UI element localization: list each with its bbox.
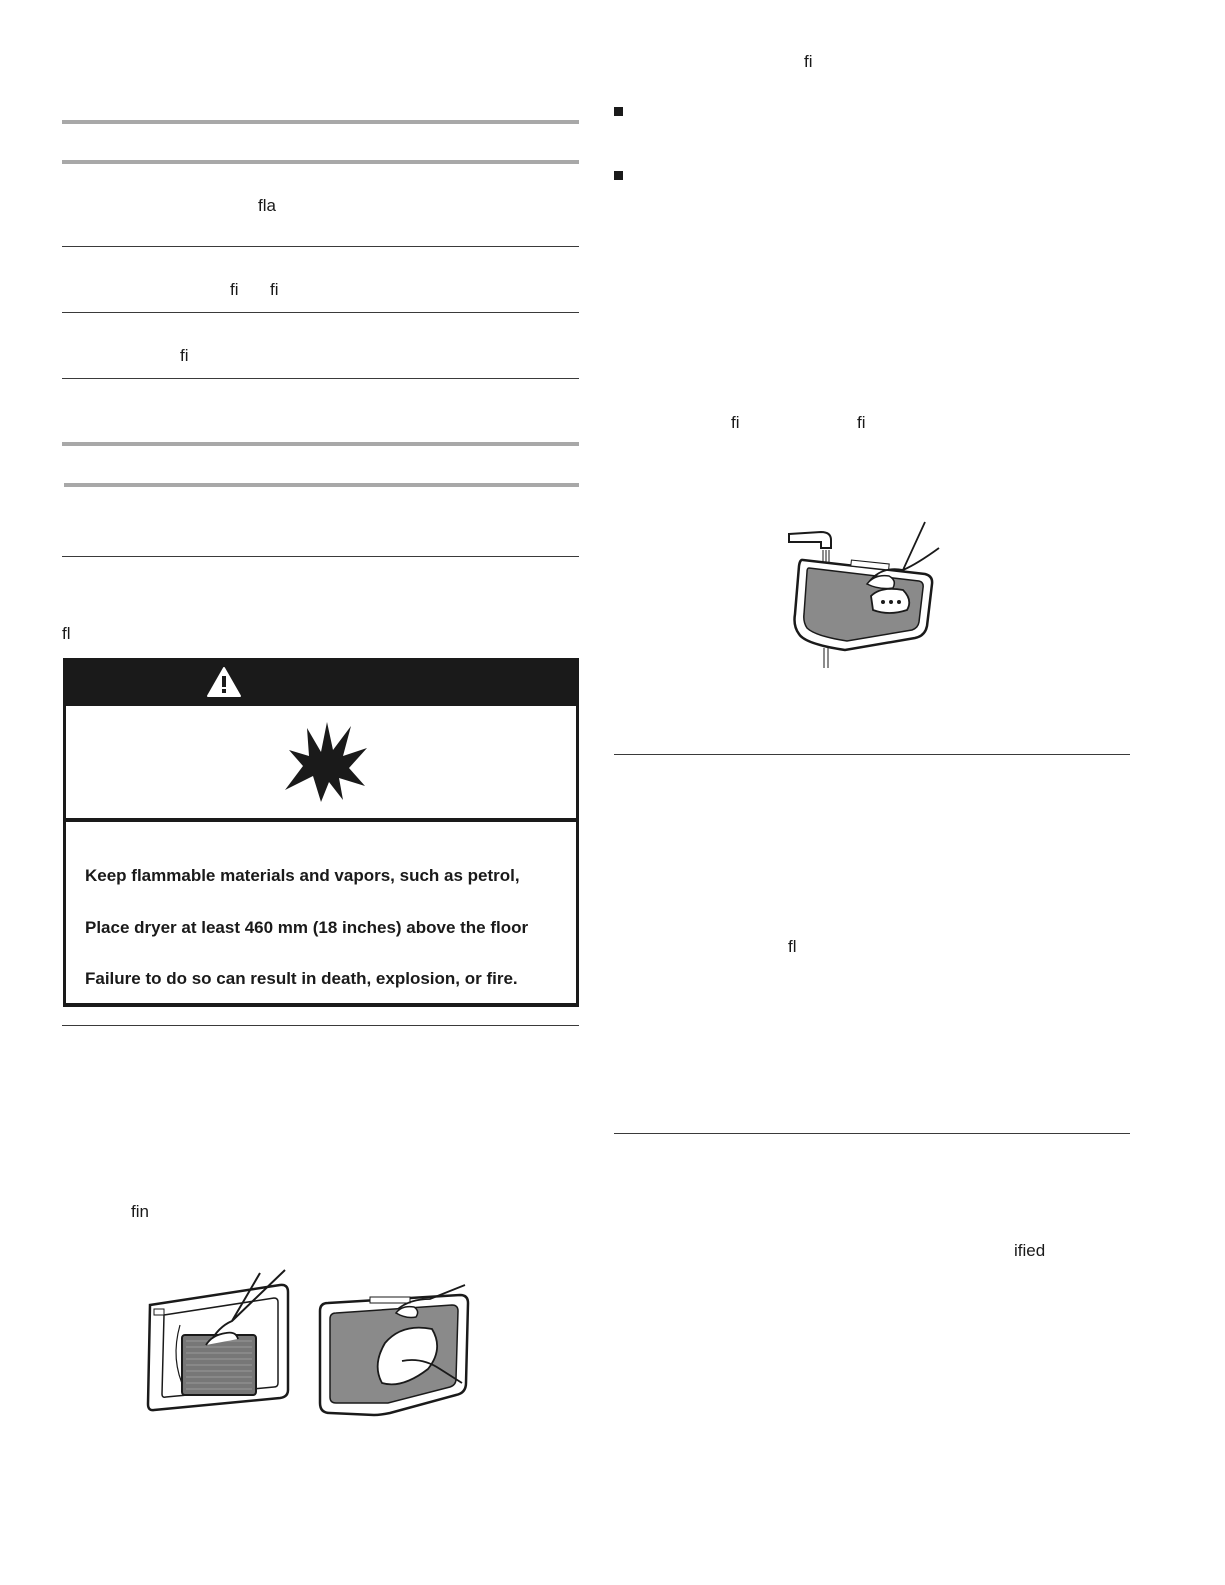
square-bullet-icon	[614, 107, 623, 116]
warning-triangle-icon	[206, 666, 242, 698]
row-divider	[62, 378, 579, 379]
row-divider	[614, 754, 1130, 755]
text-fragment: fi	[230, 280, 239, 299]
row-divider	[62, 1025, 579, 1026]
section-rule	[62, 120, 579, 124]
text-fragment: fin	[131, 1202, 149, 1221]
row-divider	[614, 1133, 1130, 1134]
square-bullet-icon	[614, 171, 623, 180]
text-fragment: fla	[258, 196, 276, 215]
lint-screen-removal-illustration	[140, 1265, 480, 1420]
text-fragment: fi	[731, 413, 740, 432]
section-rule	[64, 483, 579, 487]
warning-line: Failure to do so can result in death, explosion, or fire.	[85, 969, 518, 988]
row-divider	[62, 312, 579, 313]
warning-header	[63, 658, 579, 706]
lint-screen-washing-illustration	[785, 518, 950, 673]
warning-text-panel	[66, 822, 576, 1003]
warning-box	[63, 658, 579, 1007]
warning-symbol-panel	[66, 706, 576, 818]
explosion-icon	[281, 720, 371, 804]
text-fragment: fi	[804, 52, 813, 71]
text-fragment: fl	[788, 937, 797, 956]
row-divider	[62, 246, 579, 247]
warning-line: Keep flammable materials and vapors, such as petrol,	[85, 866, 520, 885]
text-fragment: fi	[270, 280, 279, 299]
row-divider	[62, 556, 579, 557]
text-fragment: fi	[857, 413, 866, 432]
text-fragment: fl	[62, 624, 71, 643]
text-fragment: ified	[1014, 1241, 1046, 1260]
section-rule	[62, 160, 579, 164]
text-fragment: fi	[180, 346, 189, 365]
warning-line: Place dryer at least 460 mm (18 inches) above the floor	[85, 918, 529, 937]
section-rule	[62, 442, 579, 446]
